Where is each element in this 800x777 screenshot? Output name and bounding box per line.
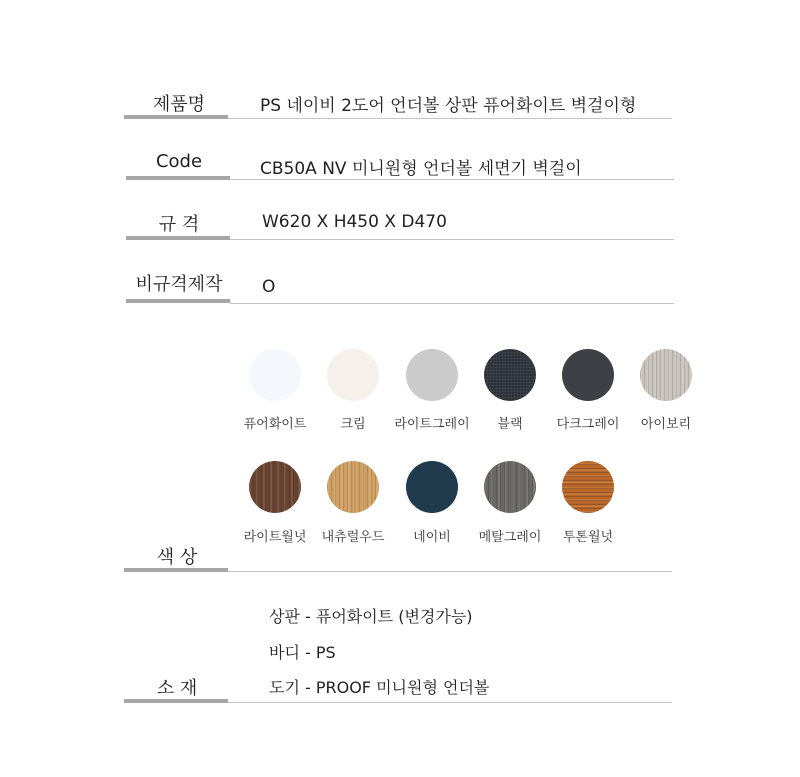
material-line-top: 상판 - 퓨어화이트 (변경가능)	[269, 607, 473, 626]
color-swatch	[249, 349, 301, 401]
material-line-body: 바디 - PS	[269, 643, 336, 662]
color-swatch-label: 블랙	[497, 417, 523, 432]
color-swatch	[562, 461, 614, 513]
color-swatch	[406, 461, 458, 513]
color-swatch	[327, 349, 379, 401]
color-swatch-label: 내츄럴우드	[321, 530, 385, 545]
label-underline	[124, 568, 228, 572]
color-swatch-label: 네이비	[413, 530, 451, 545]
spec-label-product-name: 제품명	[152, 94, 206, 115]
label-underline	[124, 115, 228, 119]
color-swatch-label: 아이보리	[640, 417, 692, 432]
spec-label-custom: 비규격제작	[135, 274, 223, 295]
color-swatch-label: 크림	[340, 417, 366, 432]
label-underline	[126, 176, 230, 180]
label-underline	[126, 299, 230, 303]
spec-label-code: Code	[155, 151, 203, 172]
color-swatch	[327, 461, 379, 513]
color-swatch	[484, 461, 536, 513]
color-swatch-label: 라이트그레이	[394, 417, 470, 432]
row-divider	[228, 118, 672, 119]
spec-label-material: 소 재	[156, 678, 198, 699]
spec-label-color: 색 상	[156, 547, 198, 568]
color-swatch-label: 메탈그레이	[478, 530, 542, 545]
material-line-basin: 도기 - PROOF 미니원형 언더볼	[269, 678, 490, 697]
spec-value-product-name: PS 네이비 2도어 언더볼 상판 퓨어화이트 벽걸이형	[260, 96, 637, 116]
row-divider	[230, 239, 674, 240]
row-divider	[230, 179, 674, 180]
color-swatch-label: 라이트월넛	[243, 530, 307, 545]
spec-label-size: 규 격	[158, 214, 200, 235]
color-swatch	[562, 349, 614, 401]
color-swatch	[640, 349, 692, 401]
color-swatch	[484, 349, 536, 401]
spec-value-code: CB50A NV 미니원형 언더볼 세면기 벽걸이	[260, 159, 582, 179]
label-underline	[126, 236, 230, 240]
color-swatch	[249, 461, 301, 513]
row-divider	[228, 702, 672, 703]
row-divider	[228, 571, 672, 572]
label-underline	[124, 699, 228, 703]
row-divider	[230, 303, 674, 304]
color-swatch-label: 투톤월넛	[562, 530, 614, 545]
spec-value-size: W620 X H450 X D470	[262, 212, 447, 232]
color-swatch	[406, 349, 458, 401]
color-swatch-label: 퓨어화이트	[243, 417, 307, 432]
spec-value-custom: O	[262, 277, 276, 297]
color-swatch-label: 다크그레이	[556, 417, 620, 432]
